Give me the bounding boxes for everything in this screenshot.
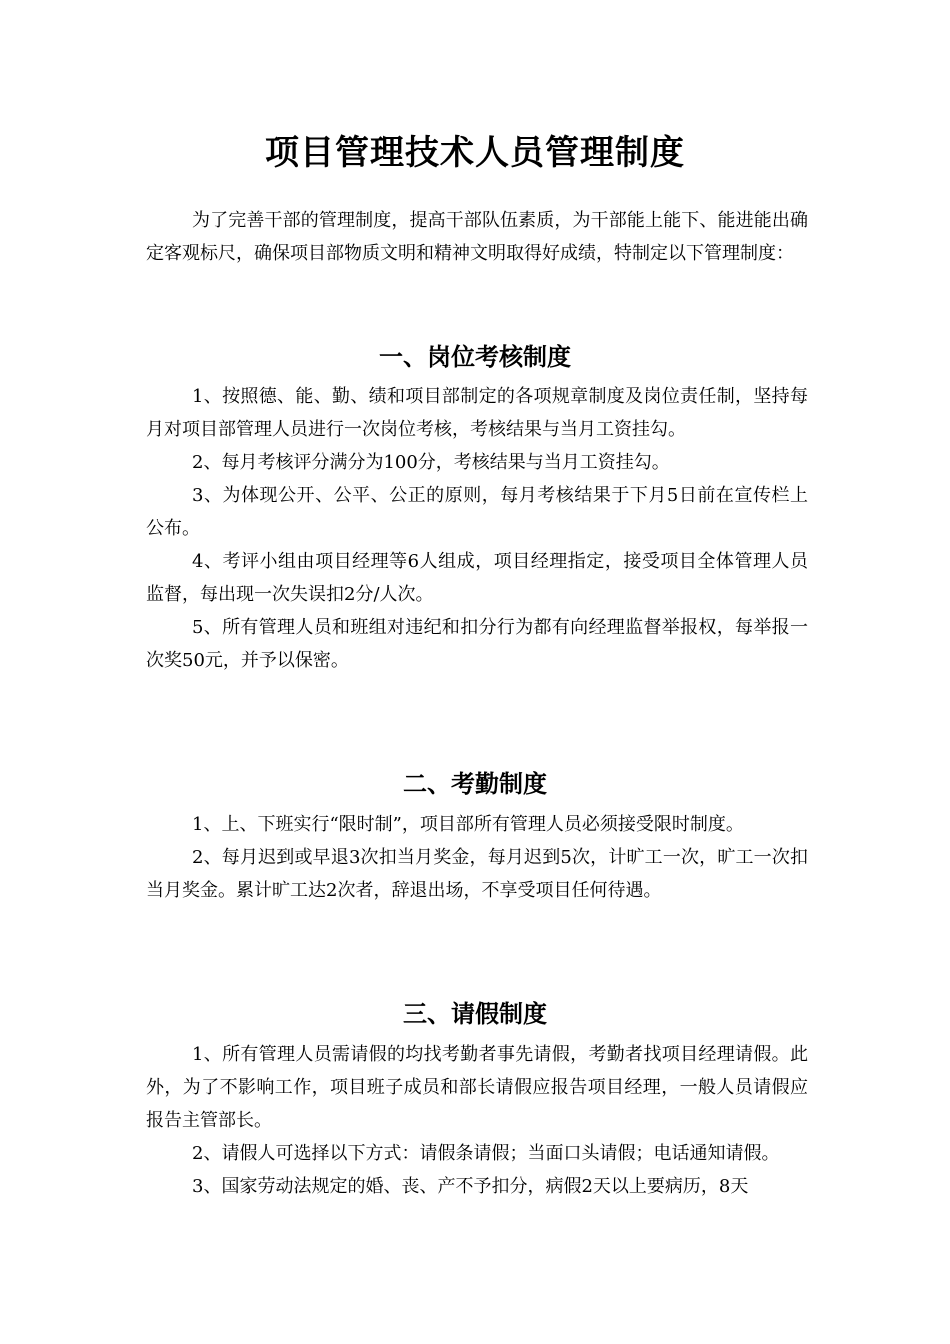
section-2-item-1: 1、上、下班实行“限时制”，项目部所有管理人员必须接受限时制度。 <box>192 814 744 835</box>
section-1-item-4: 4、考评小组由项目经理等6人组成，项目经理指定，接受项目全体管理人员监督，每出现一次失误扣2分/人次。 <box>146 551 808 605</box>
section-1-item-5: 5、所有管理人员和班组对违纪和扣分行为都有向经理监督举报权，每举报一次奖50元，并予以保密。 <box>146 617 808 671</box>
section-1-item-2: 2、每月考核评分满分为100分，考核结果与当月工资挂勾。 <box>192 452 670 473</box>
section-3-item-3: 3、国家劳动法规定的婚、丧、产不予扣分，病假2天以上要病历，8天 <box>192 1176 749 1197</box>
section-heading-3: 三、请假制度 <box>403 1000 547 1028</box>
document-title: 项目管理技术人员管理制度 <box>265 133 685 173</box>
intro-paragraph: 为了完善干部的管理制度，提高干部队伍素质，为干部能上能下、能进能出确定客观标尺，确保项目部物质文明和精神文明取得好成绩，特制定以下管理制度： <box>146 210 808 264</box>
section-1-item-1: 1、按照德、能、勤、绩和项目部制定的各项规章制度及岗位责任制，坚持每月对项目部管理人员进行一次岗位考核，考核结果与当月工资挂勾。 <box>146 386 808 440</box>
section-3-item-1: 1、所有管理人员需请假的均找考勤者事先请假，考勤者找项目经理请假。此外，为了不影响工作，项目班子成员和部长请假应报告项目经理，一般人员请假应报告主管部长。 <box>146 1044 808 1131</box>
section-1-item-3: 3、为体现公开、公平、公正的原则，每月考核结果于下月5日前在宣传栏上公布。 <box>146 485 808 539</box>
section-heading-2: 二、考勤制度 <box>403 770 547 798</box>
section-heading-1: 一、岗位考核制度 <box>379 343 571 371</box>
section-2-item-2: 2、每月迟到或早退3次扣当月奖金，每月迟到5次，计旷工一次，旷工一次扣当月奖金。累计旷工达2次者，辞退出场，不享受项目任何待遇。 <box>146 847 808 901</box>
section-3-item-2: 2、请假人可选择以下方式：请假条请假；当面口头请假；电话通知请假。 <box>192 1143 780 1164</box>
